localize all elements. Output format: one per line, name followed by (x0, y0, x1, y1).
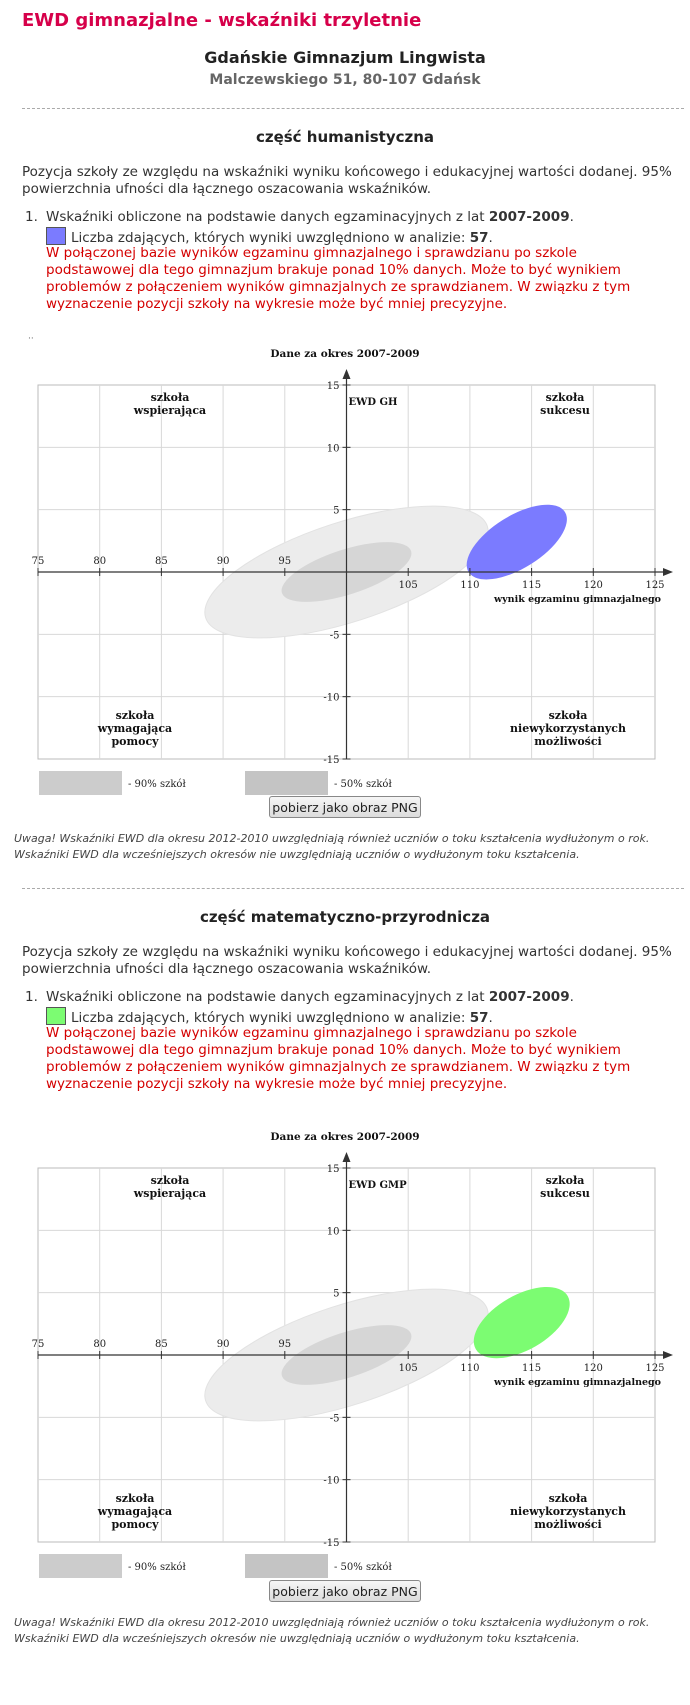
x-tick-label: 75 (31, 556, 45, 567)
quadrant-label: szkoła wymagająca pomocy (97, 1492, 173, 1531)
x-tick-label: 115 (522, 580, 542, 591)
x-tick-label: 80 (93, 556, 107, 567)
x-tick-label: 105 (398, 1363, 418, 1374)
school-color-swatch (46, 1007, 66, 1025)
y-tick-label: 15 (326, 381, 340, 392)
x-tick-label: 90 (216, 556, 230, 567)
quadrant-label: szkoła wymagająca pomocy (97, 709, 173, 748)
chart-svg (0, 335, 690, 795)
years-value: 2007-2009 (488, 989, 570, 1005)
list-number: 1. (25, 989, 38, 1005)
x-tick-label: 120 (583, 580, 603, 591)
y-tick-label: 10 (326, 443, 340, 455)
section-description: Pozycja szkoły ze względu na wskaźniki wyniku końcowego i edukacyjnej wartości dodanej. 95% powierzchnia ufności dla łącznego oszacowania wskaźników. (22, 164, 672, 197)
x-tick-label: 85 (155, 1339, 168, 1350)
x-tick-label: 95 (278, 556, 292, 567)
ewd-note: Uwaga! Wskaźniki EWD dla okresu 2012-2010 uwzględniają również uczniów o toku kształcenia wydłużonym o rok. Wskaźniki EWD dla wcześniejszych okresów nie uwzględniają uczniów o wydłużonym toku kształcenia. (14, 832, 650, 861)
legend-label: - 50% szkół (334, 1562, 392, 1573)
x-tick-label: 85 (155, 556, 168, 567)
ewd-chart-humanistic (0, 335, 690, 795)
ewd-chart-math-science (0, 1118, 690, 1578)
y-axis-label: EWD GMP (348, 1180, 407, 1191)
legend-label: - 90% szkół (128, 1562, 186, 1573)
quadrant-label: szkoła wspierająca (133, 391, 207, 417)
y-axis-label: EWD GH (348, 397, 398, 408)
y-tick-label: -15 (323, 1538, 340, 1549)
y-tick-label: 5 (333, 1288, 340, 1300)
x-tick-label: 125 (645, 580, 665, 591)
section-divider (22, 888, 684, 889)
y-tick-label: 10 (326, 1226, 340, 1238)
count-line: Liczba zdających, których wyniki uwzględniono w analizie: 57. (46, 1007, 493, 1027)
legend-swatch (245, 1554, 328, 1578)
data-warning: W połączonej bazie wyników egzaminu gimnazjalnego i sprawdzianu po szkole podstawowej dla tego gimnazjum brakuje ponad 10% danych. Może to być wynikiem problemów z połączeniem wyników gimnazjalnych ze sprawdzianem. W związku z tym wyznaczenie pozycji szkoły na wykresie może być mniej precyzyjne. (46, 245, 631, 312)
years-line: Wskaźniki obliczone na podstawie danych egzaminacyjnych z lat 2007-2009. (46, 989, 574, 1005)
y-tick-label: 5 (333, 505, 340, 517)
x-tick-label: 115 (522, 1363, 542, 1374)
legend-label: - 50% szkół (334, 779, 392, 790)
x-tick-label: 125 (645, 1363, 665, 1374)
y-axis-arrow (343, 1152, 351, 1162)
school-color-swatch (46, 227, 66, 245)
x-tick-label: 90 (216, 1339, 230, 1350)
years-value: 2007-2009 (488, 209, 570, 225)
x-axis-label: wynik egzaminu gimnazjalnego (493, 1377, 661, 1388)
school-address: Malczewskiego 51, 80-107 Gdańsk (209, 72, 481, 88)
chart-title: Dane za okres 2007-2009 (270, 348, 420, 360)
quadrant-label: szkoła niewykorzystanych możliwości (510, 709, 626, 748)
section-description: Pozycja szkoły ze względu na wskaźniki wyniku końcowego i edukacyjnej wartości dodanej. 95% powierzchnia ufności dla łącznego oszacowania wskaźników. (22, 944, 672, 977)
y-axis-arrow (343, 369, 351, 379)
section-divider (22, 108, 684, 109)
quadrant-label: szkoła niewykorzystanych możliwości (510, 1492, 626, 1531)
years-line: Wskaźniki obliczone na podstawie danych egzaminacyjnych z lat 2007-2009. (46, 209, 574, 225)
x-tick-label: 95 (278, 1339, 292, 1350)
data-warning: W połączonej bazie wyników egzaminu gimnazjalnego i sprawdzianu po szkole podstawowej dla tego gimnazjum brakuje ponad 10% danych. Może to być wynikiem problemów z połączeniem wyników gimnazjalnych ze sprawdzianem. W związku z tym wyznaczenie pozycji szkoły na wykresie może być mniej precyzyjne. (46, 1025, 631, 1092)
y-tick-label: -10 (323, 692, 340, 704)
y-tick-label: -10 (323, 1475, 340, 1487)
legend-label: - 90% szkół (128, 779, 186, 790)
school-name: Gdańskie Gimnazjum Lingwista (204, 48, 486, 67)
page-title: EWD gimnazjalne - wskaźniki trzyletnie (22, 10, 422, 31)
download-png-button[interactable]: pobierz jako obraz PNG (269, 1580, 421, 1602)
x-tick-label: 110 (460, 1363, 480, 1374)
y-tick-label: -5 (329, 1413, 340, 1425)
download-png-button[interactable]: pobierz jako obraz PNG (269, 796, 421, 818)
legend-swatch (39, 771, 122, 795)
x-axis-arrow (663, 568, 673, 576)
x-tick-label: 105 (398, 580, 418, 591)
section-title: część matematyczno-przyrodnicza (199, 908, 491, 926)
quadrant-label: szkoła wspierająca (133, 1174, 207, 1200)
x-tick-label: 120 (583, 1363, 603, 1374)
x-axis-label: wynik egzaminu gimnazjalnego (493, 594, 661, 605)
y-tick-label: -5 (329, 630, 340, 642)
legend-swatch (245, 771, 328, 795)
x-axis-arrow (663, 1351, 673, 1359)
quadrant-label: szkoła sukcesu (540, 391, 590, 417)
x-tick-label: 110 (460, 580, 480, 591)
legend-swatch (39, 1554, 122, 1578)
x-tick-label: 75 (31, 1339, 45, 1350)
x-tick-label: 80 (93, 1339, 107, 1350)
list-number: 1. (25, 209, 38, 225)
quadrant-label: szkoła sukcesu (540, 1174, 590, 1200)
chart-title: Dane za okres 2007-2009 (270, 1131, 420, 1143)
chart-svg (0, 1118, 690, 1578)
chart-handle-dots: ·· (28, 334, 34, 344)
count-value: 57 (469, 1010, 489, 1026)
y-tick-label: 15 (326, 1164, 340, 1175)
count-value: 57 (469, 230, 489, 246)
ewd-note: Uwaga! Wskaźniki EWD dla okresu 2012-2010 uwzględniają również uczniów o toku kształcenia wydłużonym o rok. Wskaźniki EWD dla wcześniejszych okresów nie uwzględniają uczniów o wydłużonym toku kształcenia. (14, 1616, 650, 1645)
count-line: Liczba zdających, których wyniki uwzględniono w analizie: 57. (46, 227, 493, 247)
section-title: część humanistyczna (255, 128, 435, 146)
y-tick-label: -15 (323, 755, 340, 766)
